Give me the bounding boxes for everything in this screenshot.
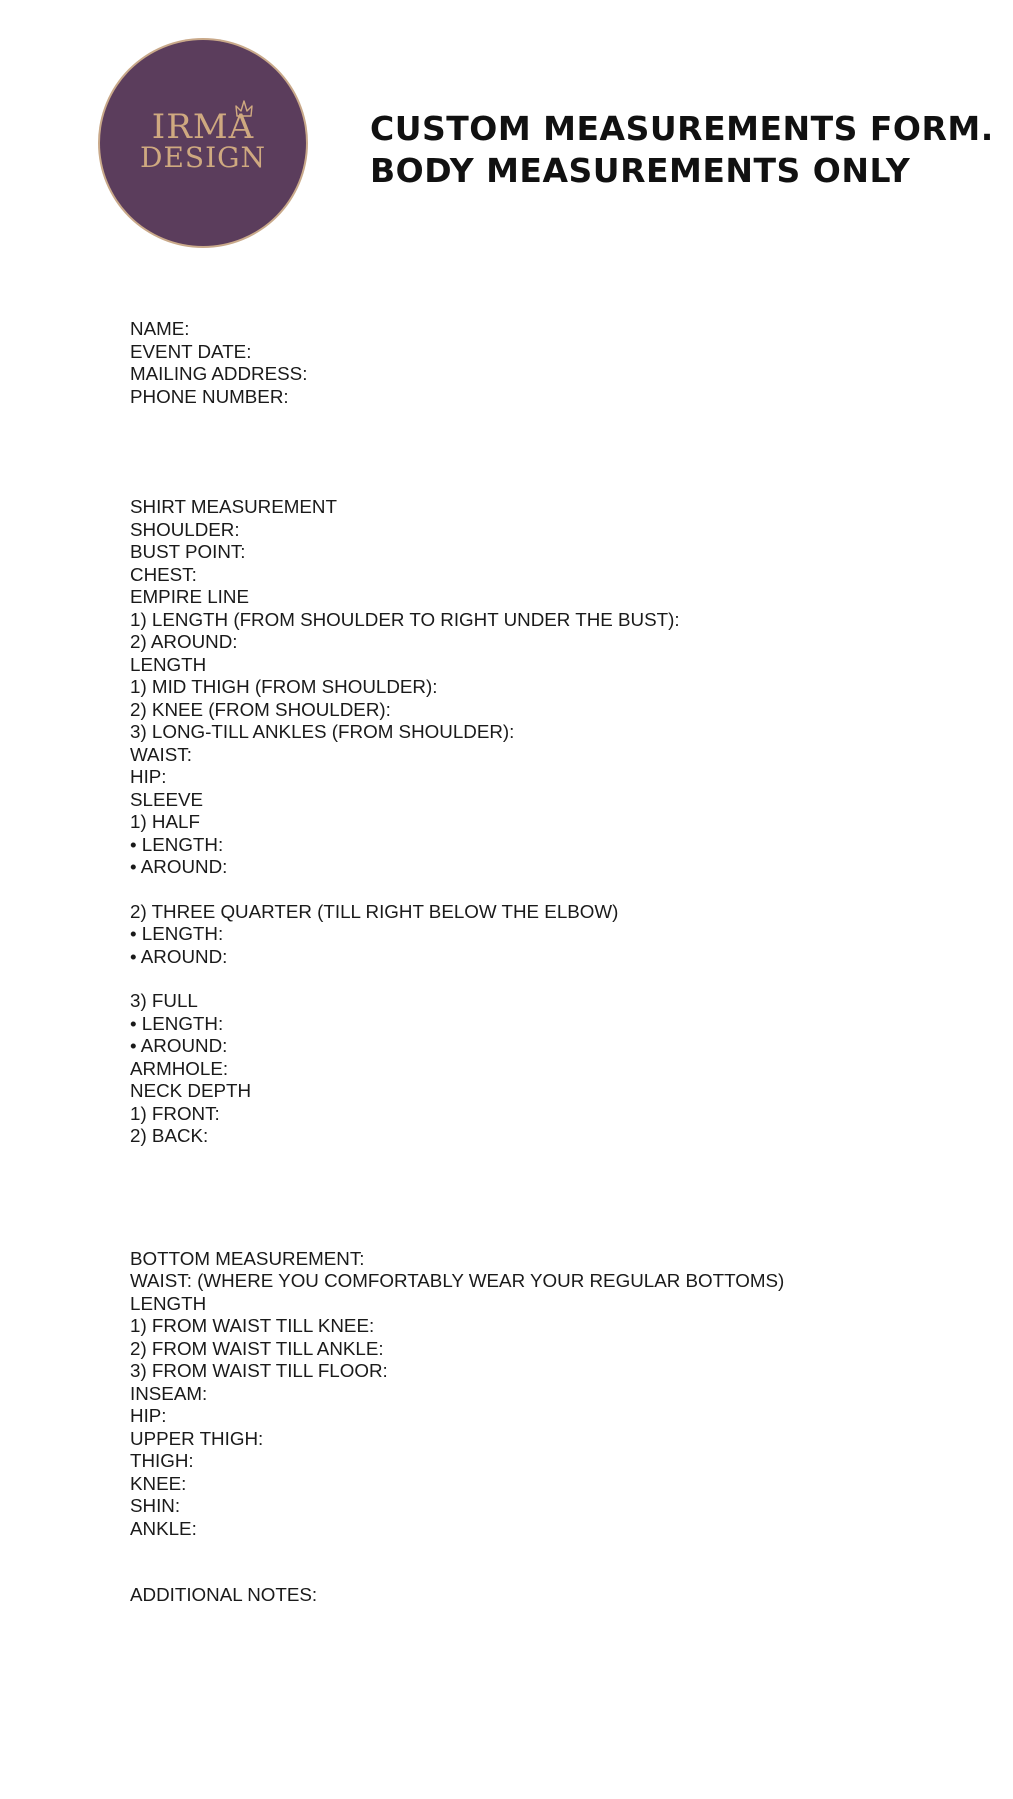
shirt-line: 2) AROUND:	[130, 631, 238, 652]
brand-logo	[100, 40, 306, 246]
bottom-line: 2) FROM WAIST TILL ANKLE:	[130, 1337, 384, 1359]
bottom-line: HIP:	[130, 1405, 167, 1426]
mailing-address-field-label: MAILING ADDRESS:	[130, 363, 308, 384]
bottom-section	[130, 1248, 950, 1541]
section-spacer	[130, 1148, 950, 1248]
phone-number-field-label: PHONE NUMBER:	[130, 385, 289, 407]
shirt-line: • AROUND:	[130, 856, 228, 877]
measurement-form	[130, 318, 950, 1607]
additional-notes-label: ADDITIONAL NOTES:	[130, 1584, 318, 1605]
sleeve-full-line: NECK DEPTH	[130, 1080, 252, 1101]
shirt-line: BUST POINT:	[130, 541, 246, 562]
shirt-line: SLEEVE	[130, 788, 204, 810]
shirt-line: CHEST:	[130, 563, 197, 585]
bottom-line: UPPER THIGH:	[130, 1427, 264, 1449]
sleeve-full-line: • AROUND:	[130, 1035, 228, 1056]
subsection-spacer	[130, 968, 950, 990]
shirt-line: HIP:	[130, 766, 167, 787]
sleeve-full-line: ARMHOLE:	[130, 1057, 229, 1079]
sleeve-full-line: • LENGTH:	[130, 1012, 224, 1034]
form-title-line-1: CUSTOM MEASUREMENTS FORM.	[370, 109, 994, 148]
shirt-section	[130, 496, 950, 1148]
section-spacer	[130, 408, 950, 496]
shirt-line: • LENGTH:	[130, 833, 224, 855]
bottom-line: KNEE:	[130, 1472, 187, 1494]
shirt-line: 3) LONG-TILL ANKLES (FROM SHOULDER):	[130, 721, 515, 742]
notes-section	[130, 1584, 950, 1607]
sleeve-full-line: 1) FRONT:	[130, 1102, 220, 1124]
subsection-spacer	[130, 879, 950, 901]
sleeve-three-quarter-line: 2) THREE QUARTER (TILL RIGHT BELOW THE ELBOW)	[130, 900, 619, 922]
bottom-section-heading: BOTTOM MEASUREMENT:	[130, 1247, 365, 1269]
bottom-line: INSEAM:	[130, 1382, 208, 1404]
shirt-line: 1) LENGTH (FROM SHOULDER TO RIGHT UNDER THE BUST):	[130, 608, 680, 630]
event-date-field-label: EVENT DATE:	[130, 340, 252, 362]
bottom-line: ANKLE:	[130, 1517, 197, 1539]
shirt-line: 1) HALF	[130, 811, 200, 832]
shirt-line: WAIST:	[130, 743, 192, 765]
form-title-line-2: BODY MEASUREMENTS ONLY	[370, 151, 911, 190]
name-field-label: NAME:	[130, 318, 190, 339]
bottom-line: 1) FROM WAIST TILL KNEE:	[130, 1315, 375, 1336]
sleeve-three-quarter-line: • LENGTH:	[130, 923, 224, 944]
bottom-line: LENGTH	[130, 1292, 207, 1314]
shirt-section-heading: SHIRT MEASUREMENT	[130, 496, 337, 517]
shirt-line: EMPIRE LINE	[130, 586, 249, 607]
bottom-line: SHIN:	[130, 1495, 181, 1516]
logo-wordmark-bottom: DESIGN	[140, 141, 266, 174]
shirt-line: 1) MID THIGH (FROM SHOULDER):	[130, 676, 438, 697]
sleeve-full-line: 2) BACK:	[130, 1125, 209, 1146]
shirt-line: 2) KNEE (FROM SHOULDER):	[130, 698, 391, 720]
logo-wordmark-top: IRMA	[151, 107, 255, 147]
shirt-line: LENGTH	[130, 653, 207, 675]
section-spacer	[130, 1540, 950, 1584]
sleeve-full-line: 3) FULL	[130, 990, 198, 1011]
bottom-line: THIGH:	[130, 1450, 194, 1471]
bottom-line: WAIST: (WHERE YOU COMFORTABLY WEAR YOUR REGULAR BOTTOMS)	[130, 1270, 785, 1291]
contact-section	[130, 318, 950, 408]
shirt-line: SHOULDER:	[130, 518, 240, 540]
form-title	[370, 108, 994, 192]
bottom-line: 3) FROM WAIST TILL FLOOR:	[130, 1360, 388, 1381]
sleeve-three-quarter-line: • AROUND:	[130, 945, 228, 967]
